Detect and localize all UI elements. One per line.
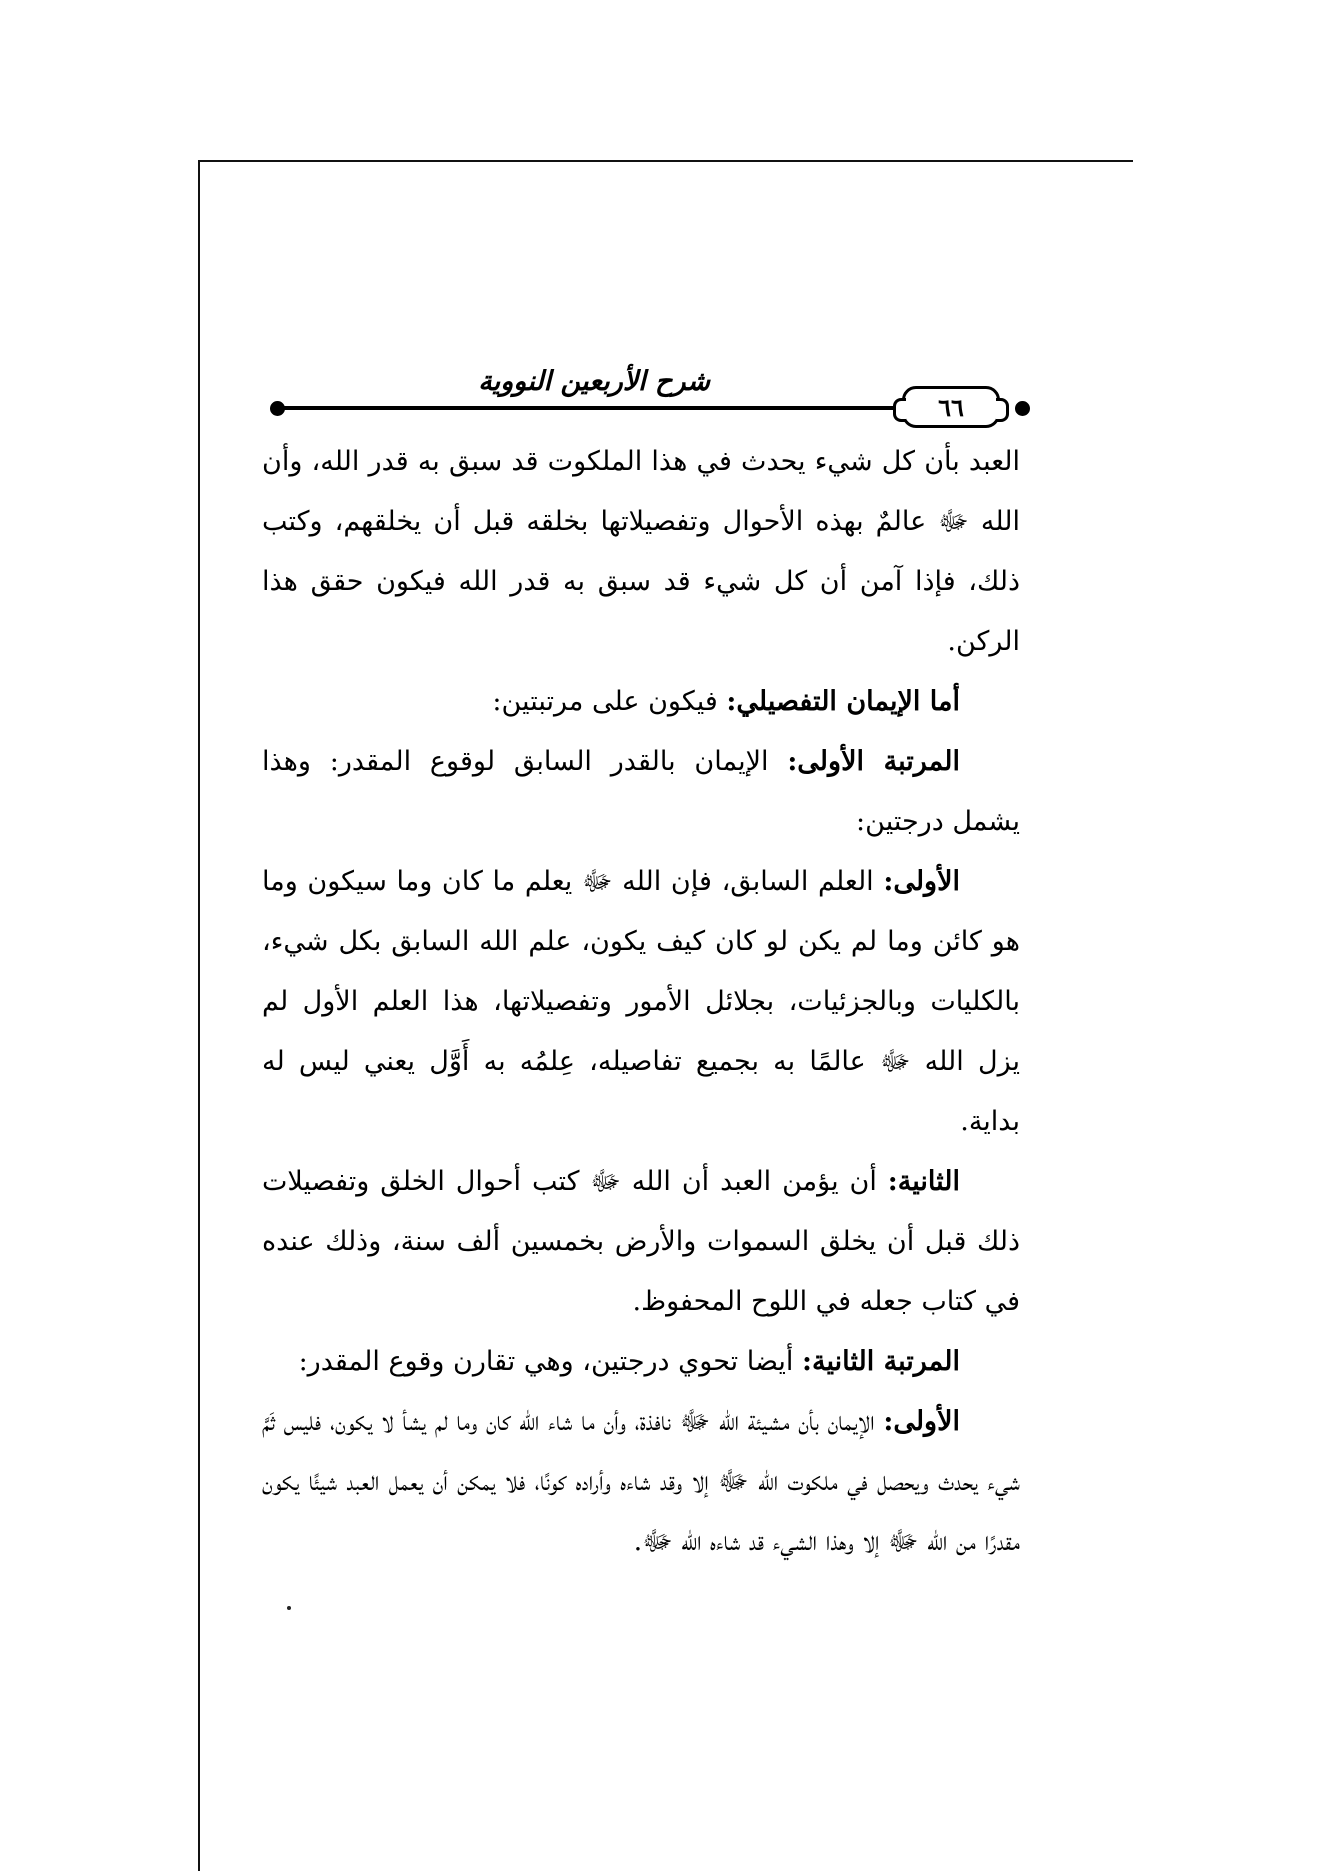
- paragraph-lead: المرتبة الثانية:: [802, 1346, 960, 1377]
- paragraph-lead: المرتبة الأولى:: [787, 746, 960, 777]
- scan-speck: [287, 1606, 291, 1610]
- book-title: شرح الأربعين النووية: [478, 366, 710, 397]
- scan-border-left: [198, 160, 200, 1871]
- page-body: [262, 432, 1020, 1572]
- paragraph-lead: أما الإيمان التفصيلي:: [726, 686, 960, 717]
- paragraph-lead: الأولى:: [883, 1406, 960, 1437]
- paragraph-text: أن يؤمن العبد أن الله ﷻ كتب أحوال الخلق وتفصيلات ذلك قبل أن يخلق السموات والأرض بخمسين ألف سنة، وذلك عنده في كتاب جعله في اللوح المحفوظ.: [262, 1166, 1020, 1317]
- paragraph-text: أيضا تحوي درجتين، وهي تقارن وقوع المقدر:: [298, 1346, 803, 1377]
- page-number-badge: [902, 386, 1000, 428]
- scan-border-top: [198, 160, 1133, 162]
- rule-end-ornament-right: [1015, 401, 1030, 416]
- header-rule: [278, 406, 998, 410]
- page-number: ٦٦: [938, 392, 964, 422]
- paragraph-text: الإيمان بأن مشيئة الله ﷻ نافذة، وأن ما شاء الله كان وما لم يشأ لا يكون، فليس ثَمَّ شيء يحدث ويحصل في ملكوت الله ﷻ إلا وقد شاءه وأراده كونًا، فلا يمكن أن يعمل العبد شيئًا يكون مقدرًا من الله ﷻ إلا وهذا الشيء قد شاءه الله ﷻ.: [262, 1406, 1020, 1557]
- paragraph: [262, 1152, 1020, 1332]
- paragraph: [262, 1392, 1020, 1572]
- running-header: [270, 360, 1030, 440]
- paragraph: [262, 732, 1020, 852]
- paragraph-text: العبد بأن كل شيء يحدث في هذا الملكوت قد سبق به قدر الله، وأن الله ﷻ عالمٌ بهذه الأحوال وتفصيلاتها بخلقه قبل أن يخلقهم، وكتب ذلك، فإذا آمن أن كل شيء قد سبق به قدر الله فيكون حقق هذا الركن.: [262, 446, 1020, 657]
- paragraph: [262, 432, 1020, 672]
- paragraph-lead: الأولى:: [883, 866, 960, 897]
- paragraph-text: فيكون على مرتبتين:: [492, 686, 727, 717]
- paragraph: [262, 1332, 1020, 1392]
- paragraph-text: الإيمان بالقدر السابق لوقوع المقدر: وهذا يشمل درجتين:: [262, 746, 1020, 837]
- paragraph-text: العلم السابق، فإن الله ﷻ يعلم ما كان وما سيكون وما هو كائن وما لم يكن لو كان كيف يكون، علم الله السابق بكل شيء، بالكليات وبالجزئيات، بجلائل الأمور وتفصيلاتها، هذا العلم الأول لم يزل الله ﷻ عالمًا به بجميع تفاصيله، عِلمُه به أَوَّل يعني ليس له بداية.: [262, 866, 1020, 1137]
- paragraph: [262, 852, 1020, 1152]
- paragraph-lead: الثانية:: [887, 1166, 960, 1197]
- paragraph: [262, 672, 1020, 732]
- rule-end-ornament-left: [270, 401, 285, 416]
